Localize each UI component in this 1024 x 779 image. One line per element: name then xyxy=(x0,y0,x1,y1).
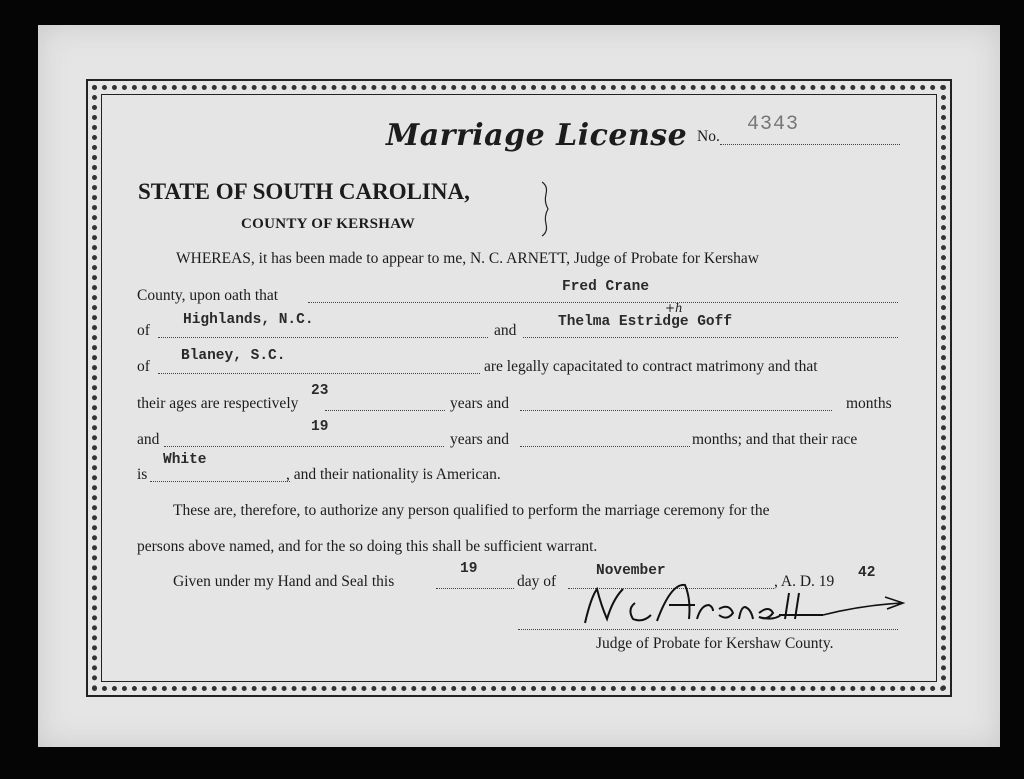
of-label: of xyxy=(137,322,150,339)
bride-place: Blaney, S.C. xyxy=(181,348,286,364)
license-number: 4343 xyxy=(747,113,800,136)
ages-label: their ages are respectively xyxy=(137,395,299,412)
judge-title: Judge of Probate for Kershaw County. xyxy=(596,635,834,652)
of-label-2: of xyxy=(137,358,150,375)
day-line xyxy=(436,588,514,589)
county-heading: COUNTY OF KERSHAW xyxy=(241,216,416,232)
bride-months-line xyxy=(520,446,690,447)
years-and-2: years and xyxy=(450,431,509,448)
year-value: 42 xyxy=(858,565,876,581)
groom-months-line xyxy=(520,410,832,411)
capacitated-text: are legally capacitated to contract matrimony and that xyxy=(484,358,818,375)
and-label-2: and xyxy=(137,431,160,448)
bride-name-line xyxy=(523,337,898,338)
authorize-line-2: persons above named, and for the so doing this shall be sufficient warrant. xyxy=(137,538,598,555)
and-label: and xyxy=(494,322,517,339)
months-label: months xyxy=(846,395,892,412)
license-no-label: No. xyxy=(697,128,720,145)
nationality-text: , and their nationality is American. xyxy=(286,466,501,483)
judge-signature xyxy=(573,575,913,635)
bride-place-line xyxy=(158,373,480,374)
groom-name-line xyxy=(308,302,898,303)
bride-age: 19 xyxy=(311,419,329,435)
day-of-label: day of xyxy=(517,573,557,590)
race-line xyxy=(150,481,290,482)
ad-label: , A. D. 19 xyxy=(774,573,835,590)
groom-age-line xyxy=(325,410,445,411)
state-heading: STATE OF SOUTH CAROLINA, xyxy=(138,179,470,204)
license-paper xyxy=(38,25,1000,747)
race-value: White xyxy=(163,452,207,468)
is-label: is xyxy=(137,466,148,483)
county-oath-label: County, upon oath that xyxy=(137,287,279,304)
bride-age-line xyxy=(164,446,444,447)
groom-place: Highlands, N.C. xyxy=(183,312,314,328)
license-no-line xyxy=(720,144,900,145)
given-text: Given under my Hand and Seal this xyxy=(173,573,395,590)
brace-icon xyxy=(538,180,556,238)
signature-line xyxy=(518,629,898,630)
years-and-1: years and xyxy=(450,395,509,412)
months-race-text: months; and that their race xyxy=(692,431,858,448)
faint-stamp xyxy=(618,195,621,211)
bride-correction: +h xyxy=(665,301,683,315)
groom-name: Fred Crane xyxy=(562,279,650,295)
day-value: 19 xyxy=(460,561,478,577)
license-title: Marriage License xyxy=(386,118,688,153)
whereas-line: WHEREAS, it has been made to appear to me, N. C. ARNETT, Judge of Probate for Kershaw xyxy=(176,250,759,267)
authorize-line-1: These are, therefore, to authorize any person qualified to perform the marriage ceremony for the xyxy=(173,502,770,519)
bride-name: Thelma Estridge Goff xyxy=(558,314,733,330)
month-value: November xyxy=(596,563,666,579)
groom-age: 23 xyxy=(311,383,329,399)
groom-place-line xyxy=(158,337,488,338)
